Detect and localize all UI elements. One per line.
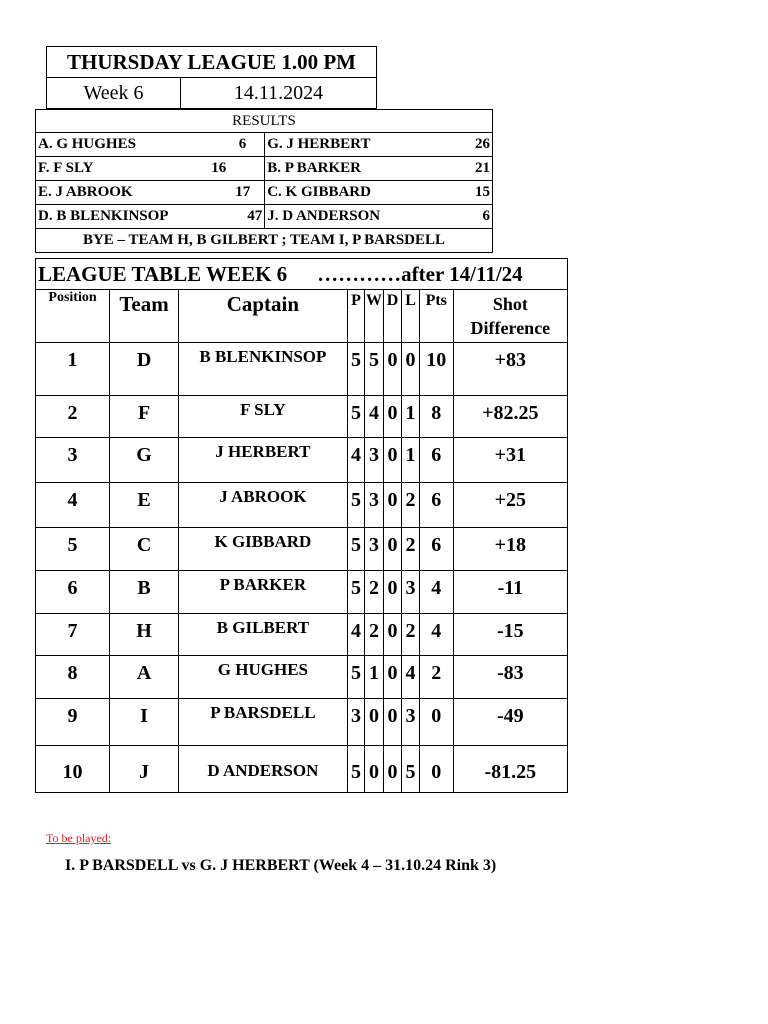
league-cell-team: B — [110, 571, 179, 614]
league-cell-shot: +18 — [453, 528, 567, 571]
result-score: 21 — [475, 160, 490, 176]
league-cell-d: 0 — [383, 396, 402, 438]
col-points: Pts — [419, 290, 453, 343]
league-cell-position: 8 — [36, 656, 110, 699]
league-cell-p: 4 — [347, 438, 364, 483]
league-cell-p: 5 — [347, 396, 364, 438]
result-score: 15 — [475, 184, 490, 200]
league-cell-l: 3 — [402, 571, 419, 614]
league-row — [36, 343, 568, 396]
result-score: 6 — [482, 208, 490, 224]
league-cell-pts: 4 — [419, 614, 453, 656]
results-body — [36, 133, 493, 229]
league-cell-pts: 8 — [419, 396, 453, 438]
league-cell-team: H — [110, 614, 179, 656]
league-cell-position: 10 — [36, 746, 110, 793]
league-cell-position: 4 — [36, 483, 110, 528]
result-left — [36, 133, 265, 157]
league-cell-l: 2 — [402, 483, 419, 528]
league-cell-position: 5 — [36, 528, 110, 571]
result-score: 17 — [235, 184, 251, 200]
league-cell-d: 0 — [383, 528, 402, 571]
league-row — [36, 614, 568, 656]
league-cell-team: F — [110, 396, 179, 438]
result-score: 26 — [475, 136, 490, 152]
league-cell-shot: -15 — [453, 614, 567, 656]
col-played: P — [347, 290, 364, 343]
league-cell-p: 3 — [347, 699, 364, 746]
league-cell-captain: F SLY — [179, 396, 348, 438]
league-table — [35, 258, 568, 793]
bye-note: BYE – TEAM H, B GILBERT ; TEAM I, P BARSDELL — [36, 229, 493, 253]
league-table-title — [36, 259, 568, 290]
league-row — [36, 483, 568, 528]
league-cell-l: 2 — [402, 614, 419, 656]
league-cell-captain: D ANDERSON — [179, 746, 348, 793]
col-drawn: D — [383, 290, 402, 343]
result-row — [36, 205, 493, 229]
result-team: F. F SLY — [38, 160, 94, 176]
league-cell-w: 0 — [365, 746, 384, 793]
result-row — [36, 133, 493, 157]
league-cell-position: 6 — [36, 571, 110, 614]
league-row — [36, 699, 568, 746]
league-cell-d: 0 — [383, 614, 402, 656]
league-cell-d: 0 — [383, 746, 402, 793]
result-left — [36, 205, 265, 229]
league-cell-shot: -83 — [453, 656, 567, 699]
league-cell-pts: 10 — [419, 343, 453, 396]
result-right — [265, 205, 493, 229]
league-cell-captain: P BARKER — [179, 571, 348, 614]
league-cell-w: 2 — [365, 614, 384, 656]
league-cell-p: 5 — [347, 528, 364, 571]
league-cell-d: 0 — [383, 656, 402, 699]
league-table-after: …………after 14/11/24 — [317, 261, 523, 286]
league-cell-pts: 0 — [419, 699, 453, 746]
league-cell-p: 5 — [347, 571, 364, 614]
result-right — [265, 157, 493, 181]
league-cell-w: 1 — [365, 656, 384, 699]
result-score: 6 — [238, 136, 247, 152]
league-cell-shot: -81.25 — [453, 746, 567, 793]
league-cell-p: 5 — [347, 483, 364, 528]
league-cell-l: 0 — [402, 343, 419, 396]
league-cell-l: 4 — [402, 656, 419, 699]
league-cell-team: C — [110, 528, 179, 571]
league-cell-l: 1 — [402, 438, 419, 483]
league-cell-team: J — [110, 746, 179, 793]
league-cell-position: 9 — [36, 699, 110, 746]
league-cell-p: 5 — [347, 746, 364, 793]
league-cell-w: 3 — [365, 528, 384, 571]
league-cell-position: 7 — [36, 614, 110, 656]
league-cell-captain: P BARSDELL — [179, 699, 348, 746]
league-cell-captain: B BLENKINSOP — [179, 343, 348, 396]
result-team: J. D ANDERSON — [267, 208, 381, 224]
result-team: A. G HUGHES — [38, 136, 136, 152]
league-cell-pts: 6 — [419, 483, 453, 528]
league-cell-l: 3 — [402, 699, 419, 746]
result-right — [265, 181, 493, 205]
league-cell-team: I — [110, 699, 179, 746]
league-cell-captain: J HERBERT — [179, 438, 348, 483]
league-cell-shot: -11 — [453, 571, 567, 614]
league-cell-captain: K GIBBARD — [179, 528, 348, 571]
result-team: B. P BARKER — [267, 160, 361, 176]
league-cell-captain: J ABROOK — [179, 483, 348, 528]
result-row — [36, 181, 493, 205]
league-table-heading: LEAGUE TABLE WEEK 6 — [38, 261, 288, 286]
col-lost: L — [402, 290, 419, 343]
result-right — [265, 133, 493, 157]
league-cell-d: 0 — [383, 343, 402, 396]
league-cell-captain: G HUGHES — [179, 656, 348, 699]
league-cell-p: 4 — [347, 614, 364, 656]
header-table — [46, 46, 377, 109]
league-cell-team: A — [110, 656, 179, 699]
league-cell-pts: 0 — [419, 746, 453, 793]
result-team: G. J HERBERT — [267, 136, 371, 152]
league-cell-d: 0 — [383, 571, 402, 614]
league-cell-w: 0 — [365, 699, 384, 746]
week-label: Week 6 — [47, 78, 181, 109]
league-cell-l: 5 — [402, 746, 419, 793]
league-cell-w: 5 — [365, 343, 384, 396]
league-cell-team: G — [110, 438, 179, 483]
league-row — [36, 656, 568, 699]
results-heading: RESULTS — [36, 110, 493, 133]
col-won: W — [365, 290, 384, 343]
result-score: 16 — [211, 160, 227, 176]
date-label: 14.11.2024 — [181, 78, 377, 109]
results-table — [35, 109, 493, 253]
league-cell-shot: +31 — [453, 438, 567, 483]
league-cell-p: 5 — [347, 656, 364, 699]
league-cell-position: 3 — [36, 438, 110, 483]
league-cell-shot: -49 — [453, 699, 567, 746]
league-cell-captain: B GILBERT — [179, 614, 348, 656]
league-cell-team: E — [110, 483, 179, 528]
league-cell-position: 1 — [36, 343, 110, 396]
league-cell-pts: 4 — [419, 571, 453, 614]
to-be-played-label: To be played: — [46, 831, 112, 845]
league-cell-team: D — [110, 343, 179, 396]
league-cell-pts: 2 — [419, 656, 453, 699]
pending-fixture: I. P BARSDELL vs G. J HERBERT (Week 4 – 31.10.24 Rink 3) — [65, 857, 497, 874]
league-cell-shot: +82.25 — [453, 396, 567, 438]
result-team: D. B BLENKINSOP — [38, 208, 169, 224]
league-cell-pts: 6 — [419, 528, 453, 571]
league-row — [36, 528, 568, 571]
result-left — [36, 157, 265, 181]
league-cell-position: 2 — [36, 396, 110, 438]
league-cell-d: 0 — [383, 483, 402, 528]
league-cell-w: 4 — [365, 396, 384, 438]
col-shot-difference: Shot Difference — [453, 290, 567, 343]
league-title: THURSDAY LEAGUE 1.00 PM — [47, 47, 377, 78]
league-row — [36, 438, 568, 483]
league-body — [36, 343, 568, 793]
league-cell-pts: 6 — [419, 438, 453, 483]
league-cell-d: 0 — [383, 438, 402, 483]
league-cell-w: 3 — [365, 438, 384, 483]
league-cell-p: 5 — [347, 343, 364, 396]
result-left — [36, 181, 265, 205]
league-cell-shot: +83 — [453, 343, 567, 396]
league-cell-l: 1 — [402, 396, 419, 438]
league-row — [36, 746, 568, 793]
result-score: 47 — [247, 208, 263, 224]
league-row — [36, 396, 568, 438]
league-cell-d: 0 — [383, 699, 402, 746]
league-cell-shot: +25 — [453, 483, 567, 528]
col-position: Position — [36, 290, 110, 343]
league-cell-w: 3 — [365, 483, 384, 528]
league-cell-w: 2 — [365, 571, 384, 614]
col-team: Team — [110, 290, 179, 343]
result-row — [36, 157, 493, 181]
result-team: E. J ABROOK — [38, 184, 133, 200]
league-row — [36, 571, 568, 614]
league-cell-l: 2 — [402, 528, 419, 571]
result-team: C. K GIBBARD — [267, 184, 371, 200]
col-captain: Captain — [179, 290, 348, 343]
